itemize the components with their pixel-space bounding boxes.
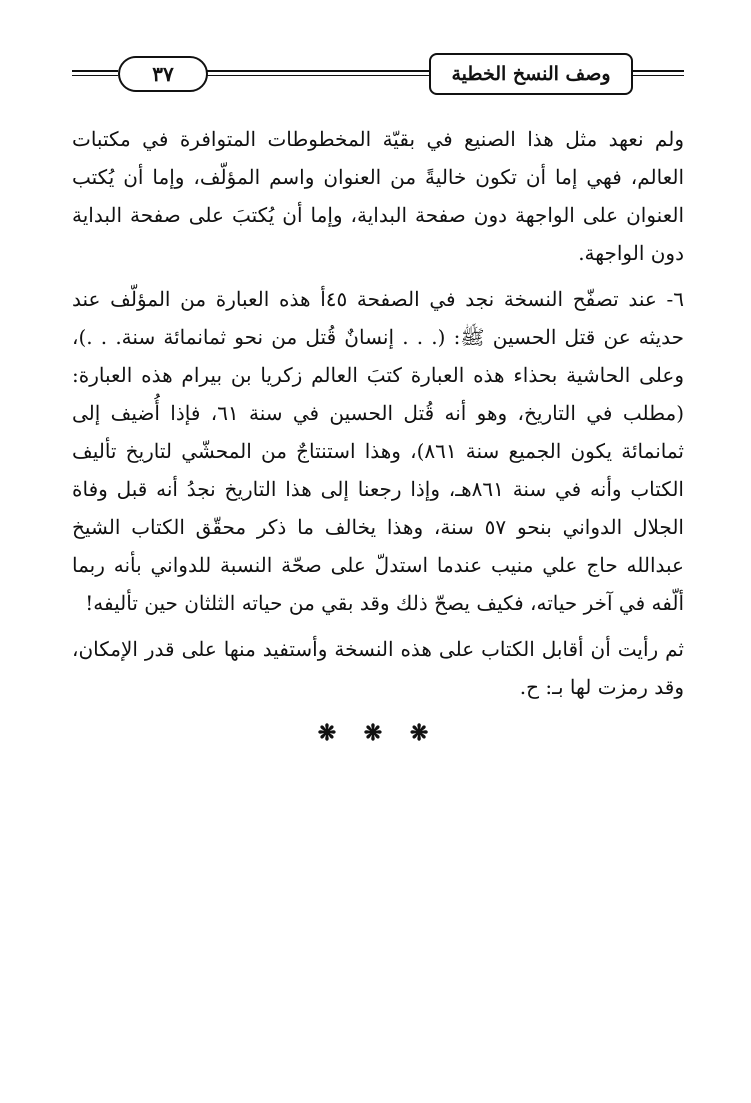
body-text [72, 120, 684, 752]
page-header [72, 52, 684, 104]
header-rule-right-bottom [631, 75, 684, 76]
paragraph-1: ولم نعهد مثل هذا الصنيع في بقيّة المخطوطات المتوافرة في مكتبات العالم، فهي إما أن تكون خاليةً من العنوان واسم المؤلّف، وإما أن يُكتب العنوان على الواجهة دون صفحة البداية، وإما أن يُكتبَ على صفحة البداية دون الواجهة. [72, 127, 684, 265]
header-rule-middle-top [206, 70, 429, 72]
header-rule-left-top [72, 70, 118, 72]
paragraph-3: ثم رأيت أن أقابل الكتاب على هذه النسخة وأستفيد منها على قدر الإمكان، وقد رمزت لها بـ: ح. [72, 637, 684, 699]
paragraph-2: ٦- عند تصفّح النسخة نجد في الصفحة ٤٥أ هذه العبارة من المؤلّف عند حديثه عن قتل الحسين ﷺ: (. . . إنسانٌ قُتل من نحو ثمانمائة سنة. . .)، وعلى الحاشية بحذاء هذه العبارة كتبَ العالم زكريا بن بيرام هذه العبارة: (مطلب في التاريخ، وهو أنه قُتل الحسين في سنة ٦١، فإذا أُضيف إلى ثمانمائة يكون الجميع سنة ٨٦١)، وهذا استنتاجٌ من المحشّي لتاريخ تأليف الكتاب وأنه في سنة ٨٦١هـ، وإذا رجعنا إلى هذا التاريخ نجدُ أنه قبل وفاة الجلال الدواني بنحو ٥٧ سنة، وهذا يخالف ما ذكر محقّق الكتاب الشيخ عبدالله حاج علي منيب عندما استدلّ على صحّة النسبة للدواني بأنه ربما ألّفه في آخر حياته، فكيف يصحّ ذلك وقد بقي من حياته الثلثان حين تأليفه! [72, 287, 685, 615]
header-rule-middle-bottom [206, 75, 429, 76]
header-rule-left-bottom [72, 75, 118, 76]
section-separator: ❋ ❋ ❋ [317, 720, 439, 746]
section-title: وصف النسخ الخطية [429, 53, 633, 95]
header-rule-right-top [631, 70, 684, 72]
page-number: ٣٧ [118, 56, 208, 92]
